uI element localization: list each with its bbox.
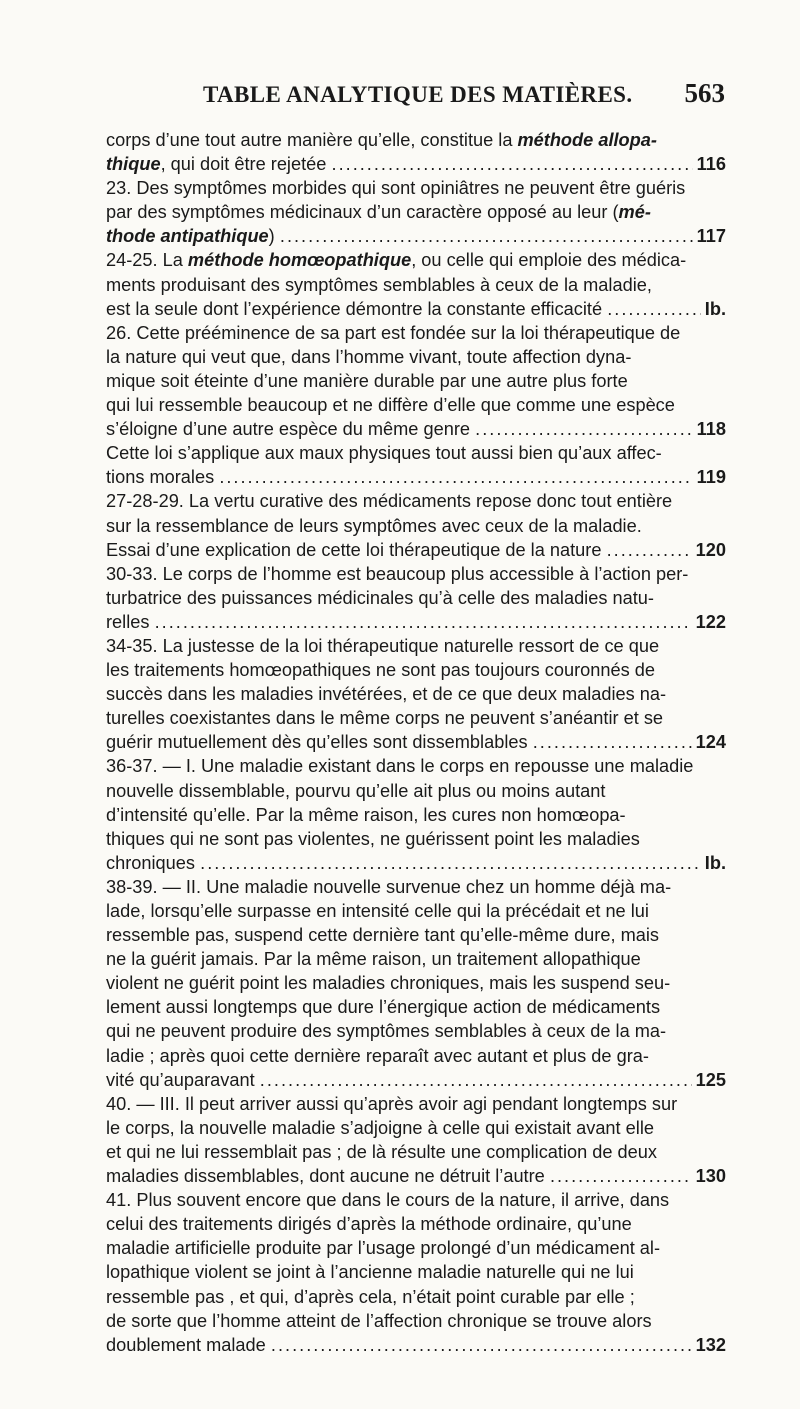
entry-line: maladie artificielle produite par l’usage prolongé d’un médicament al- — [106, 1238, 661, 1259]
toc-entry — [106, 176, 726, 248]
dot-leader — [330, 152, 692, 176]
entry-leader-line — [106, 851, 726, 875]
entry-last-line: est la seule dont l’expérience démontre la constante efficacité — [106, 298, 603, 319]
entry-line: et qui ne lui ressemblait pas ; de là résulte une complication de deux — [106, 1141, 657, 1162]
entry-last-line: doublement malade — [106, 1334, 266, 1355]
dot-leader — [549, 1164, 692, 1188]
entry-page-number: 130 — [695, 1166, 726, 1187]
entry-line: celui des traitements dirigés d’après la méthode ordinaire, qu’une — [106, 1214, 632, 1235]
entry-leader-line — [106, 1068, 726, 1092]
dot-leader — [279, 224, 693, 248]
entry-line: les traitements homœopathiques ne sont pas toujours couronnés de — [106, 660, 655, 681]
dot-leader — [606, 297, 701, 321]
entry-line: sur la ressemblance de leurs symptômes avec ceux de la maladie. — [106, 515, 642, 536]
entry-line: mique soit éteinte d’une manière durable par une autre plus forte — [106, 370, 628, 391]
entry-last-line: vité qu’auparavant — [106, 1069, 255, 1090]
entry-last-line: relles — [106, 611, 150, 632]
entry-line: le corps, la nouvelle maladie s’adjoigne à celle qui existait avant elle — [106, 1117, 654, 1138]
entry-last-line: thode antipathique) — [106, 226, 275, 247]
entry-last-line: chroniques — [106, 852, 195, 873]
entry-last-line: maladies dissemblables, dont aucune ne détruit l’autre — [106, 1166, 545, 1187]
entry-page-number: 132 — [695, 1334, 726, 1355]
toc-entry — [106, 489, 726, 561]
page-number: 563 — [684, 78, 725, 108]
dot-leader — [532, 730, 692, 754]
toc-entry — [106, 321, 726, 441]
entry-line: 36-37. — I. Une maladie existant dans le corps en repousse une maladie — [106, 756, 694, 777]
dot-leader — [605, 538, 691, 562]
entry-line: 40. — III. Il peut arriver aussi qu’après avoir agi pendant longtemps sur — [106, 1093, 678, 1114]
entry-line: ments produisant des symptômes semblables à ceux de la maladie, — [106, 274, 652, 295]
toc-entry — [106, 754, 726, 874]
entry-line: 41. Plus souvent encore que dans le cours de la nature, il arrive, dans — [106, 1190, 670, 1211]
entry-page-number: 120 — [695, 539, 726, 560]
entry-last-line: guérir mutuellement dès qu’elles sont dissemblables — [106, 732, 528, 753]
toc-entry — [106, 562, 726, 634]
entry-line: qui lui ressemble beaucoup et ne diffère d’elle que comme une espèce — [106, 395, 675, 416]
entry-leader-line — [106, 297, 726, 321]
dot-leader — [259, 1068, 692, 1092]
entry-leader-line — [106, 417, 726, 441]
entry-leader-line — [106, 1333, 726, 1357]
entry-page-number: 118 — [696, 419, 726, 440]
running-title: TABLE ANALYTIQUE DES MATIÈRES. — [203, 82, 633, 107]
entry-line: ressemble pas, suspend cette dernière tant qu’elle-même dure, mais — [106, 925, 659, 946]
entry-line: ne la guérit jamais. Par la même raison, un traitement allopathique — [106, 949, 641, 970]
toc-entry — [106, 1188, 726, 1357]
entry-last-line: thique, qui doit être rejetée — [106, 154, 327, 175]
entry-page-number: 119 — [696, 467, 726, 488]
dot-leader — [153, 610, 691, 634]
entry-last-line: s’éloigne d’une autre espèce du même genre — [106, 419, 470, 440]
table-of-contents — [106, 128, 726, 1357]
entry-line: la nature qui veut que, dans l’homme vivant, toute affection dyna- — [106, 346, 632, 367]
toc-entry — [106, 1092, 726, 1188]
entry-line: ladie ; après quoi cette dernière reparaît avec autant et plus de gra- — [106, 1045, 649, 1066]
entry-line: succès dans les maladies invétérées, et de ce que deux maladies na- — [106, 684, 667, 705]
toc-entry — [106, 634, 726, 754]
entry-line: violent ne guérit point les maladies chroniques, mais les suspend seu- — [106, 973, 671, 994]
entry-line: 27-28-29. La vertu curative des médicaments repose donc tout entière — [106, 491, 673, 512]
entry-line: 26. Cette prééminence de sa part est fondée sur la loi thérapeutique de — [106, 322, 681, 343]
entry-line: d’intensité qu’elle. Par la même raison, les cures non homœopa- — [106, 804, 626, 825]
entry-page-number: 117 — [696, 226, 726, 247]
entry-leader-line — [106, 465, 726, 489]
entry-line: nouvelle dissemblable, pourvu qu’elle ait plus ou moins autant — [106, 780, 606, 801]
entry-line: lement aussi longtemps que dure l’énergique action de médicaments — [106, 997, 661, 1018]
dot-leader — [474, 417, 693, 441]
entry-line: turbatrice des puissances médicinales qu’à celle des maladies natu- — [106, 587, 654, 608]
entry-line: Cette loi s’applique aux maux physiques tout aussi bien qu’aux affec- — [106, 443, 662, 464]
entry-line: turelles coexistantes dans le même corps ne peuvent s’anéantir et se — [106, 708, 664, 729]
dot-leader — [199, 851, 701, 875]
entry-page-number: Ib. — [704, 852, 726, 873]
entry-line: 24-25. La méthode homœopathique, ou celle qui emploie des médica- — [106, 250, 687, 271]
entry-line: qui ne peuvent produire des symptômes semblables à ceux de la ma- — [106, 1021, 667, 1042]
entry-leader-line — [106, 224, 726, 248]
entry-leader-line — [106, 730, 726, 754]
entry-leader-line — [106, 152, 726, 176]
entry-line: 23. Des symptômes morbides qui sont opiniâtres ne peuvent être guéris — [106, 178, 686, 199]
entry-line: 30-33. Le corps de l’homme est beaucoup plus accessible à l’action per- — [106, 563, 689, 584]
entry-leader-line — [106, 610, 726, 634]
entry-page-number: 116 — [696, 154, 726, 175]
entry-line: 34-35. La justesse de la loi thérapeutique naturelle ressort de ce que — [106, 635, 660, 656]
toc-entry — [106, 875, 726, 1092]
entry-line: par des symptômes médicinaux d’un caractère opposé au leur (mé- — [106, 202, 651, 223]
entry-leader-line — [106, 1164, 726, 1188]
dot-leader — [270, 1333, 692, 1357]
entry-line: ressemble pas , et qui, d’après cela, n’était point curable par elle ; — [106, 1286, 635, 1307]
entry-line: thiques qui ne sont pas violentes, ne guérissent point les maladies — [106, 828, 640, 849]
entry-leader-line — [106, 538, 726, 562]
entry-line: corps d’une tout autre manière qu’elle, constitue la méthode allopa- — [106, 130, 657, 150]
entry-line: lade, lorsqu’elle surpasse en intensité celle qui la précédait et ne lui — [106, 901, 649, 921]
entry-last-line: Essai d’une explication de cette loi thérapeutique de la nature — [106, 539, 602, 560]
entry-page-number: 124 — [695, 732, 726, 753]
toc-entry — [106, 248, 726, 320]
entry-last-line: tions morales — [106, 467, 215, 488]
entry-page-number: 122 — [695, 611, 726, 632]
entry-page-number: Ib. — [704, 298, 726, 319]
page-header — [0, 78, 800, 112]
entry-line: lopathique violent se joint à l’ancienne maladie naturelle qui ne lui — [106, 1262, 634, 1283]
toc-entry — [106, 441, 726, 489]
entry-page-number: 125 — [695, 1069, 726, 1090]
toc-entry — [106, 128, 726, 176]
entry-line: de sorte que l’homme atteint de l’affection chronique se trouve alors — [106, 1310, 652, 1331]
dot-leader — [218, 465, 692, 489]
entry-line: 38-39. — II. Une maladie nouvelle survenue chez un homme déjà ma- — [106, 876, 672, 897]
